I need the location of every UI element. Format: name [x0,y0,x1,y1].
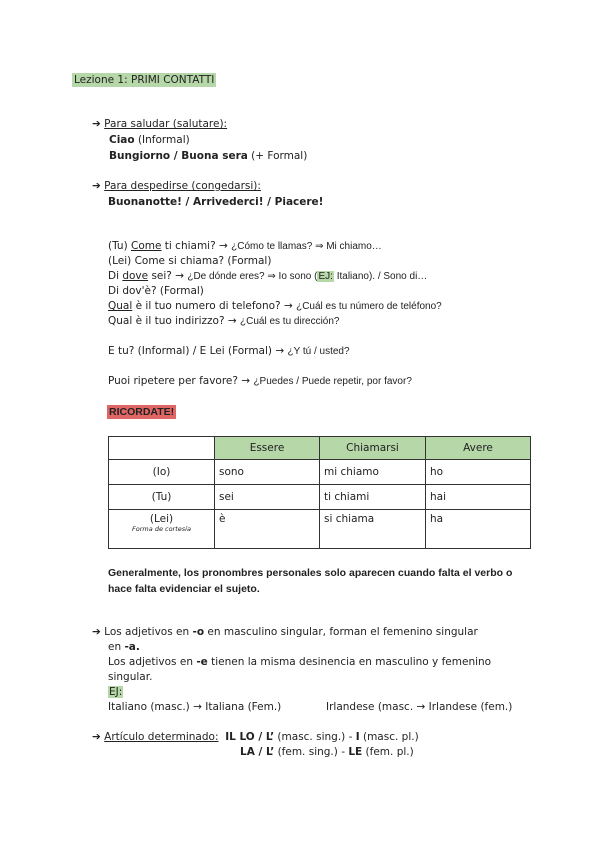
table-cell-pronoun: (Tu) [109,485,215,510]
articulo-text: (masc. sing.) - [274,731,356,743]
adjetivos-text: tienen la misma desinencia en masculino y femenino [207,656,492,668]
table-cell: mi chiamo [320,460,426,485]
table-header-essere: Essere [215,437,320,460]
phrase-come-si-chiama: (Lei) Come si chiama? (Formal) [108,255,272,267]
phrase-qual-indirizzo [108,314,340,329]
phrase-text: E tu? (Informal) / E Lei (Formal) → [108,345,288,357]
phrase-underlined: Come [131,240,162,252]
phrase-spanish: ¿Cómo te llamas? ⇒ Mi chiamo… [231,241,382,252]
phrase-spanish: ¿Puedes / Puede repetir, por favor? [253,376,412,387]
articulo-bold: LA / L’ [240,746,275,758]
forma-de-cortesia: Forma de cortesía [132,525,191,533]
adjetivos-line-2 [108,640,140,654]
phrase-e-tu [108,344,350,359]
adjetivos-example-2: Irlandese (masc. → Irlandese (fem.) [326,701,513,713]
phrase-spanish: ¿De dónde eres? ⇒ Io sono ( [187,271,318,282]
phrase-spanish: ¿Cuál es tu dirección? [240,316,340,327]
despedirse-heading: Para despedirse (congedarsi): [104,180,261,192]
articulo-heading: Artículo determinado: [104,731,219,743]
phrase-qual-numero [108,299,442,314]
phrase-underlined: dove [122,270,149,282]
table-cell: sei [215,485,320,510]
adjetivos-line-1 [92,625,478,639]
pronoun-lei: (Lei) [149,513,174,525]
phrase-spanish: ¿Y tú / usted? [287,346,350,357]
adjetivos-suffix: -a. [124,641,140,653]
phrase-text: (Tu) [108,240,132,252]
ej-highlight: EJ: [109,686,123,698]
saludar-ciao-line [109,133,190,147]
phrase-text: sei? → [148,270,188,282]
table-row [109,485,531,510]
despedirse-heading-line [92,179,261,193]
articulo-bold: IL LO / L’ [225,731,275,743]
table-header-empty [109,437,215,460]
adjetivos-line-3 [108,655,491,669]
bungiorno-text: Bungiorno / Buona sera [109,150,248,162]
adjetivos-text: en masculino singular, forman el femenino singular [204,626,478,638]
table-header-chiamarsi: Chiamarsi [320,437,426,460]
adjetivos-text: en [108,641,125,653]
articulo-line-1 [92,730,419,744]
phrase-text: Di [108,270,123,282]
adjetivos-suffix: -o [192,626,205,638]
adjetivos-text: Los adjetivos en [108,656,197,668]
arrow-icon: ➔ [92,731,101,743]
ciao-text: Ciao [109,134,135,146]
despedirse-line: Buonanotte! / Arrivederci! / Piacere! [108,196,324,208]
ej-highlight: EJ: [318,271,333,282]
adjetivos-example-1: Italiano (masc.) → Italiana (Fem.) [108,701,282,713]
phrase-text: ti chiami? → [161,240,232,252]
adjetivos-ej [108,685,123,699]
adjetivos-suffix: -e [196,656,208,668]
articulo-line-2 [240,745,414,759]
table-cell: sono [215,460,320,485]
adjetivos-text: Los adjetivos en [104,626,193,638]
adjetivos-line-4: singular. [108,671,153,683]
table-cell-pronoun [109,510,215,549]
ricordate-label: RICORDATE! [109,406,175,418]
page-title: Lezione 1: PRIMI CONTATTI [74,74,215,86]
table-cell: ha [426,510,531,549]
phrase-text: Qual è il tuo indirizzo? → [108,315,240,327]
articulo-bold: LE [348,746,363,758]
table-cell-pronoun: (Io) [109,460,215,485]
phrase-spanish: ¿Cuál es tu número de teléfono? [296,301,442,312]
phrase-text: è il tuo numero di telefono? → [132,300,297,312]
bungiorno-note: (+ Formal) [247,150,308,162]
articulo-text: (fem. pl.) [362,746,414,758]
phrase-di-dove: Di dov'è? (Formal) [108,285,204,297]
pronombres-note: Generalmente, los pronombres personales solo aparecen cuando falta el verbo o hace falta evidenciar el sujeto. [108,567,513,595]
table-cell: si chiama [320,510,426,549]
phrase-underlined: Qual [108,300,133,312]
phrase-puoi-ripetere [108,374,412,389]
arrow-icon: ➔ [92,118,101,130]
arrow-icon: ➔ [92,626,101,638]
articulo-text: (masc. pl.) [359,731,419,743]
ciao-note: (Informal) [134,134,190,146]
saludar-heading: Para saludar (salutare): [104,118,228,130]
phrase-text: Puoi ripetere per favore? → [108,375,254,387]
table-header-avere: Avere [426,437,531,460]
phrase-spanish: Italiano). / Sono di… [333,271,428,282]
table-row [109,460,531,485]
table-cell: ho [426,460,531,485]
conjugation-table [108,436,531,549]
phrase-come-ti-chiami [108,239,382,254]
table-cell: ti chiami [320,485,426,510]
table-cell: hai [426,485,531,510]
saludar-bungiorno-line [109,149,307,163]
phrase-di-dove-sei [108,269,427,284]
table-row [109,510,531,549]
articulo-bold: I [355,731,360,743]
articulo-text: (fem. sing.) - [274,746,349,758]
saludar-heading-line [92,117,227,131]
arrow-icon: ➔ [92,180,101,192]
table-header-row [109,437,531,460]
table-cell: è [215,510,320,549]
